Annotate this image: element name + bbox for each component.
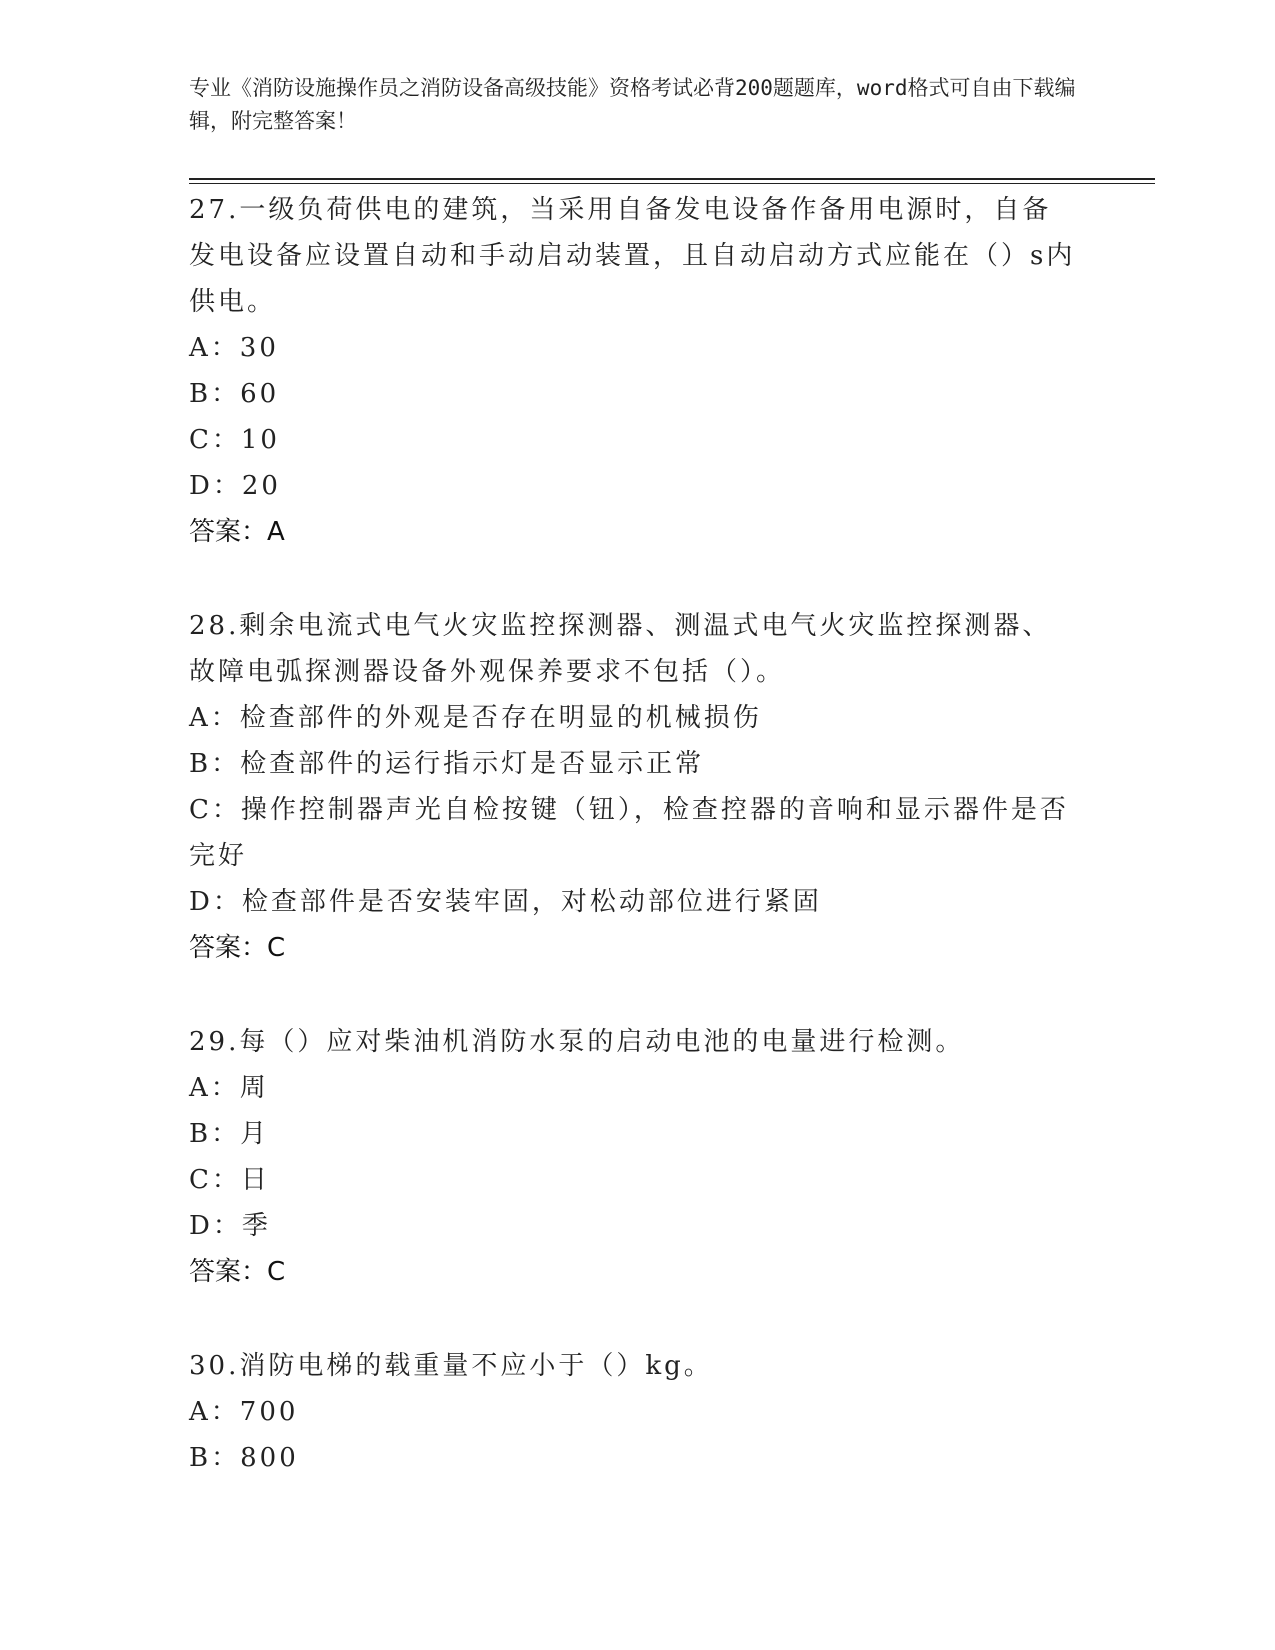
option-b: B：检查部件的运行指示灯是否显示正常 (189, 749, 705, 779)
option-c: C：操作控制器声光自检按键（钮），检查控器的音响和显示器件是否完好 (189, 795, 1069, 871)
header-divider-thin (189, 183, 1155, 184)
option-a: A：700 (189, 1397, 299, 1427)
option-c: C：10 (189, 425, 280, 455)
option-a: A：周 (189, 1073, 269, 1103)
option-a: A：检查部件的外观是否存在明显的机械损伤 (189, 703, 762, 733)
document-header: 专业《消防设施操作员之消防设备高级技能》资格考试必背200题题库，word格式可自由下载编辑，附完整答案！ (189, 76, 1076, 133)
option-a: A：30 (189, 333, 279, 363)
question-list (189, 187, 1079, 1529)
question-stem: 28.剩余电流式电气火灾监控探测器、测温式电气火灾监控探测器、故障电弧探测器设备外观保养要求不包括（）。 (189, 611, 1052, 687)
option-d: D：20 (189, 471, 281, 501)
answer-line: 答案：A (189, 517, 285, 547)
question-stem: 27.一级负荷供电的建筑，当采用自备发电设备作备用电源时，自备发电设备应设置自动和手动启动装置，且自动启动方式应能在（）s内供电。 (189, 195, 1076, 317)
option-b: B：800 (189, 1443, 299, 1473)
option-d: D：检查部件是否安装牢固，对松动部位进行紧固 (189, 887, 822, 917)
answer-line: 答案：C (189, 933, 286, 963)
option-d: D：季 (189, 1211, 271, 1241)
option-b: B：60 (189, 379, 280, 409)
question-28 (189, 603, 1079, 971)
option-c: C：日 (189, 1165, 270, 1195)
question-30 (189, 1343, 1079, 1481)
question-stem: 29.每（）应对柴油机消防水泵的启动电池的电量进行检测。 (189, 1027, 965, 1057)
option-b: B：月 (189, 1119, 270, 1149)
answer-line: 答案：C (189, 1257, 286, 1287)
header-divider-thick (189, 178, 1155, 180)
question-stem: 30.消防电梯的载重量不应小于（）kg。 (189, 1351, 713, 1381)
question-27 (189, 187, 1079, 555)
question-29 (189, 1019, 1079, 1295)
